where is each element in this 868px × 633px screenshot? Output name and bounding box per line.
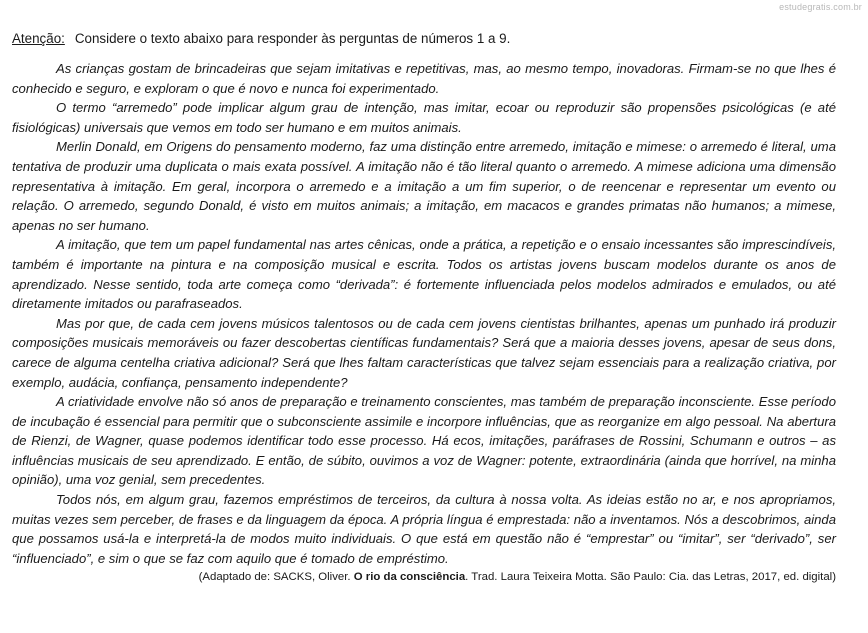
citation-prefix: (Adaptado de: SACKS, Oliver. (198, 571, 351, 584)
paragraph-7: Todos nós, em algum grau, fazemos empréstimos de terceiros, da cultura à nossa volta. As ideias estão no ar, e nos apropriamos, muitas vezes sem perceber, de frases e da linguagem da época. A própria língua é emprestada: não a inventamos. Nós a descobrimos, ainda que possamos usá-la e interpretá-la de modos muito individuais. O que está em questão não é “emprestar” ou “imitar”, ser “derivado”, ser “influenciado”, e sim o que se faz com aquilo que é tomado de empréstimo. (12, 492, 836, 566)
paragraph-4: A imitação, que tem um papel fundamental nas artes cênicas, onde a prática, a repetição e o ensaio incessantes são imprescindíveis, também é importante na pintura e na composição musical e escrita. Todos os artistas jovens buscam modelos durante os anos de aprendizado. Nesse sentido, toda arte começa como “derivada”: é fortemente influenciada pelos modelos admirados e emulados, ou até diretamente imitados ou parafraseados. (12, 237, 836, 312)
paragraph-1: As crianças gostam de brincadeiras que sejam imitativas e repetitivas, mas, ao mesmo tempo, inovadoras. Firmam-se no que lhes é conhecido e seguro, e exploram o que é novo e nunca foi experimentado. (12, 61, 836, 96)
source-citation (12, 569, 836, 585)
paragraph-5: Mas por que, de cada cem jovens músicos talentosos ou de cada cem jovens cientistas brilhantes, apenas um punhado irá produzir composições musicais memoráveis ou fazer descobertas científicas fundamentais? Será que a maioria desses jovens, apesar de seus dons, carece de alguma centelha criativa adicional? Será que lhes faltam características que talvez sejam essenciais para a realização criativa, por exemplo, audácia, confiança, pensamento independente? (12, 315, 836, 390)
paragraph-6: A criatividade envolve não só anos de preparação e treinamento conscientes, mas também de preparação inconsciente. Esse período de incubação é essencial para permitir que o subconsciente assimile e incorpore influências, que as reorganize em algo pessoal. Na abertura de Rienzi, de Wagner, quase podemos identificar todo esse processo. Há ecos, imitações, paráfrases de Rossini, Schumann e outros – as influências musicais de seu aprendizado. E então, de súbito, ouvimos a voz de Wagner: potente, extraordinária (ainda que horrível, na minha opinião), uma voz genial, sem precedentes. (12, 394, 836, 488)
attention-label: Atenção: (12, 31, 65, 46)
paragraph-3: Merlin Donald, em Origens do pensamento moderno, faz uma distinção entre arremedo, imitação e mimese: o arremedo é literal, uma tentativa de produzir uma duplicata o mais exata possível. A imitação não é tão literal quanto o arremedo. A mimese adiciona uma dimensão representativa à imitação. Em geral, incorpora o arremedo e a imitação a um fim superior, o de reencenar e representar um evento ou relação. O arremedo, segundo Donald, é visto em muitos animais; a imitação, em macacos e grandes primatas não humanos; a mimese, apenas no ser humano. (12, 139, 836, 233)
attention-header (12, 30, 836, 48)
site-watermark: estudegratis.com.br (779, 2, 862, 12)
citation-title: O rio da consciência (353, 571, 466, 584)
paragraph-2: O termo “arremedo” pode implicar algum grau de intenção, mas imitar, ecoar ou reproduzir são propensões psicológicas (e até fisiológicas) universais que vemos em todo ser humano e em muitos animais. (12, 100, 836, 135)
exam-text-page (12, 30, 836, 585)
attention-instruction: Considere o texto abaixo para responder às perguntas de números 1 a 9. (74, 31, 511, 46)
citation-suffix: . Trad. Laura Teixeira Motta. São Paulo: Cia. das Letras, 2017, ed. digital) (465, 571, 836, 584)
